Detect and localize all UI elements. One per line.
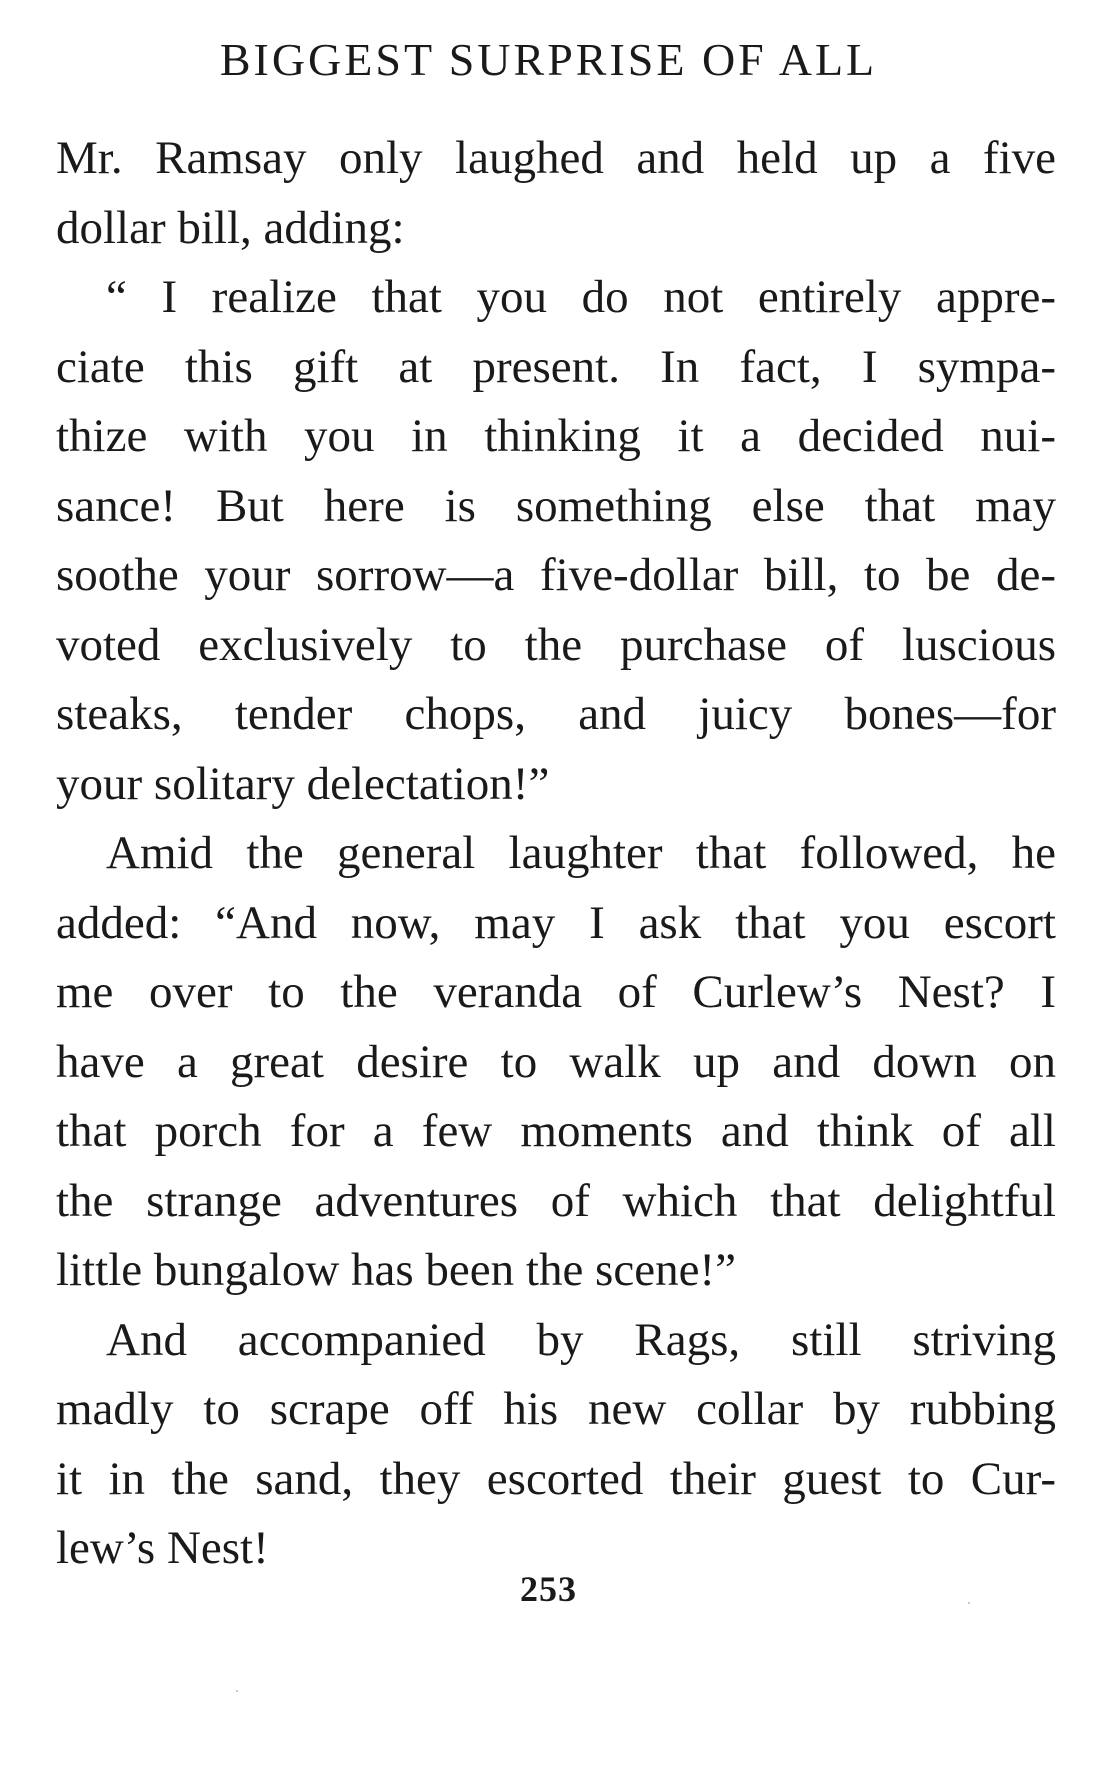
text-line: little bungalow has been the scene!”: [56, 1244, 736, 1296]
text-line: “ I realize that you do not entirely appre-: [106, 271, 1056, 323]
text-line: me over to the veranda of Curlew’s Nest? I: [56, 966, 1056, 1018]
paper-speck: [968, 1602, 970, 1604]
running-head-title: BIGGEST SURPRISE OF ALL: [219, 34, 878, 85]
text-line: it in the sand, they escorted their guest to Cur-: [56, 1452, 1056, 1505]
text-line: Mr. Ramsay only laughed and held up a five: [56, 132, 1056, 184]
text-line: the strange adventures of which that delightful: [56, 1174, 1056, 1227]
text-line: dollar bill, adding:: [56, 201, 405, 254]
text-line: lew’s Nest!: [56, 1522, 269, 1574]
text-line: And accompanied by Rags, still striving: [106, 1313, 1056, 1366]
text-line: soothe your sorrow—a five-dollar bill, to be de-: [56, 549, 1056, 601]
text-line: voted exclusively to the purchase of luscious: [56, 618, 1056, 671]
text-line: Amid the general laughter that followed, he: [106, 827, 1056, 879]
text-line: ciate this gift at present. In fact, I sympa-: [56, 340, 1056, 393]
page-number: 253: [520, 1569, 577, 1609]
text-line: that porch for a few moments and think of all: [56, 1105, 1056, 1157]
text-line: added: “And now, may I ask that you escort: [56, 896, 1056, 949]
text-line: madly to scrape off his new collar by rubbing: [56, 1383, 1056, 1435]
text-line: thize with you in thinking it a decided nui-: [56, 410, 1056, 462]
text-line: have a great desire to walk up and down on: [56, 1035, 1056, 1088]
body-text: [56, 124, 1056, 1584]
paper-speck: [236, 1690, 238, 1692]
text-line: sance! But here is something else that may: [56, 479, 1056, 532]
text-line: your solitary delectation!”: [56, 757, 550, 810]
text-line: steaks, tender chops, and juicy bones—for: [56, 688, 1056, 740]
